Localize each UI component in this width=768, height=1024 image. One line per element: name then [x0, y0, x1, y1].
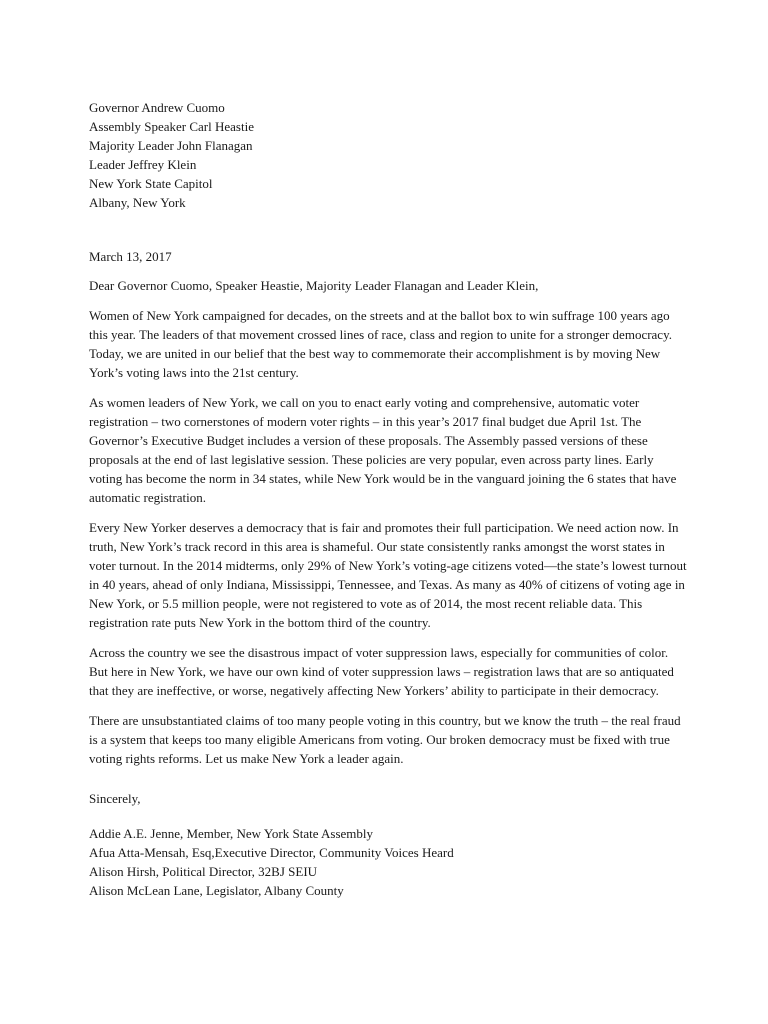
recipient-line: New York State Capitol [89, 176, 213, 191]
salutation: Dear Governor Cuomo, Speaker Heastie, Majority Leader Flanagan and Leader Klein, [89, 278, 539, 293]
signatory-line: Alison Hirsh, Political Director, 32BJ SEIU [89, 864, 318, 879]
letter-page [89, 98, 689, 900]
body-paragraph: As women leaders of New York, we call on you to enact early voting and comprehensive, automatic voter registration – two cornerstones of modern voter rights – in this year’s 2017 final budget due April 1st. The Governor’s Executive Budget includes a version of these proposals. The Assembly passed versions of these proposals at the end of last legislative session. These policies are very popular, even across party lines. Early voting has become the norm in 34 states, while New York would be in the vanguard joining the 6 states that have automatic registration. [89, 395, 677, 505]
recipient-line: Albany, New York [89, 195, 186, 210]
letter-date: March 13, 2017 [89, 249, 172, 264]
body-paragraph: Women of New York campaigned for decades, on the streets and at the ballot box to win suffrage 100 years ago this year. The leaders of that movement crossed lines of race, class and region to unite for a stronger democracy. Today, we are united in our belief that the best way to commemorate their accomplishment is by moving New York’s voting laws into the 21st century. [89, 308, 672, 380]
signatory-line: Addie A.E. Jenne, Member, New York State Assembly [89, 826, 374, 841]
signatory-list [89, 824, 689, 900]
body-paragraph: There are unsubstantiated claims of too many people voting in this country, but we know the truth – the real fraud is a system that keeps too many eligible Americans from voting. Our broken democracy must be fixed with true voting rights reforms. Let us make New York a leader again. [89, 713, 681, 766]
closing: Sincerely, [89, 791, 141, 806]
signatory-line: Afua Atta-Mensah, Esq,Executive Director, Community Voices Heard [89, 845, 454, 860]
recipient-line: Assembly Speaker Carl Heastie [89, 119, 254, 134]
recipient-line: Governor Andrew Cuomo [89, 100, 225, 115]
recipient-line: Leader Jeffrey Klein [89, 157, 197, 172]
recipient-address-block [89, 98, 689, 212]
signatory-line: Alison McLean Lane, Legislator, Albany County [89, 883, 344, 898]
body-paragraph: Every New Yorker deserves a democracy that is fair and promotes their full participation. We need action now. In truth, New York’s track record in this area is shameful. Our state consistently ranks amongst the worst states in voter turnout. In the 2014 midterms, only 29% of New York’s voting-age citizens voted—the state’s lowest turnout in 40 years, ahead of only Indiana, Mississippi, Tennessee, and Texas. As many as 40% of citizens of voting age in New York, or 5.5 million people, were not registered to vote as of 2014, the most recent reliable data. This registration rate puts New York in the bottom third of the country. [89, 520, 687, 630]
recipient-line: Majority Leader John Flanagan [89, 138, 253, 153]
body-paragraph: Across the country we see the disastrous impact of voter suppression laws, especially for communities of color. But here in New York, we have our own kind of voter suppression laws – registration laws that are so antiquated that they are ineffective, or worse, negatively affecting New Yorkers’ ability to participate in their democracy. [89, 645, 674, 698]
